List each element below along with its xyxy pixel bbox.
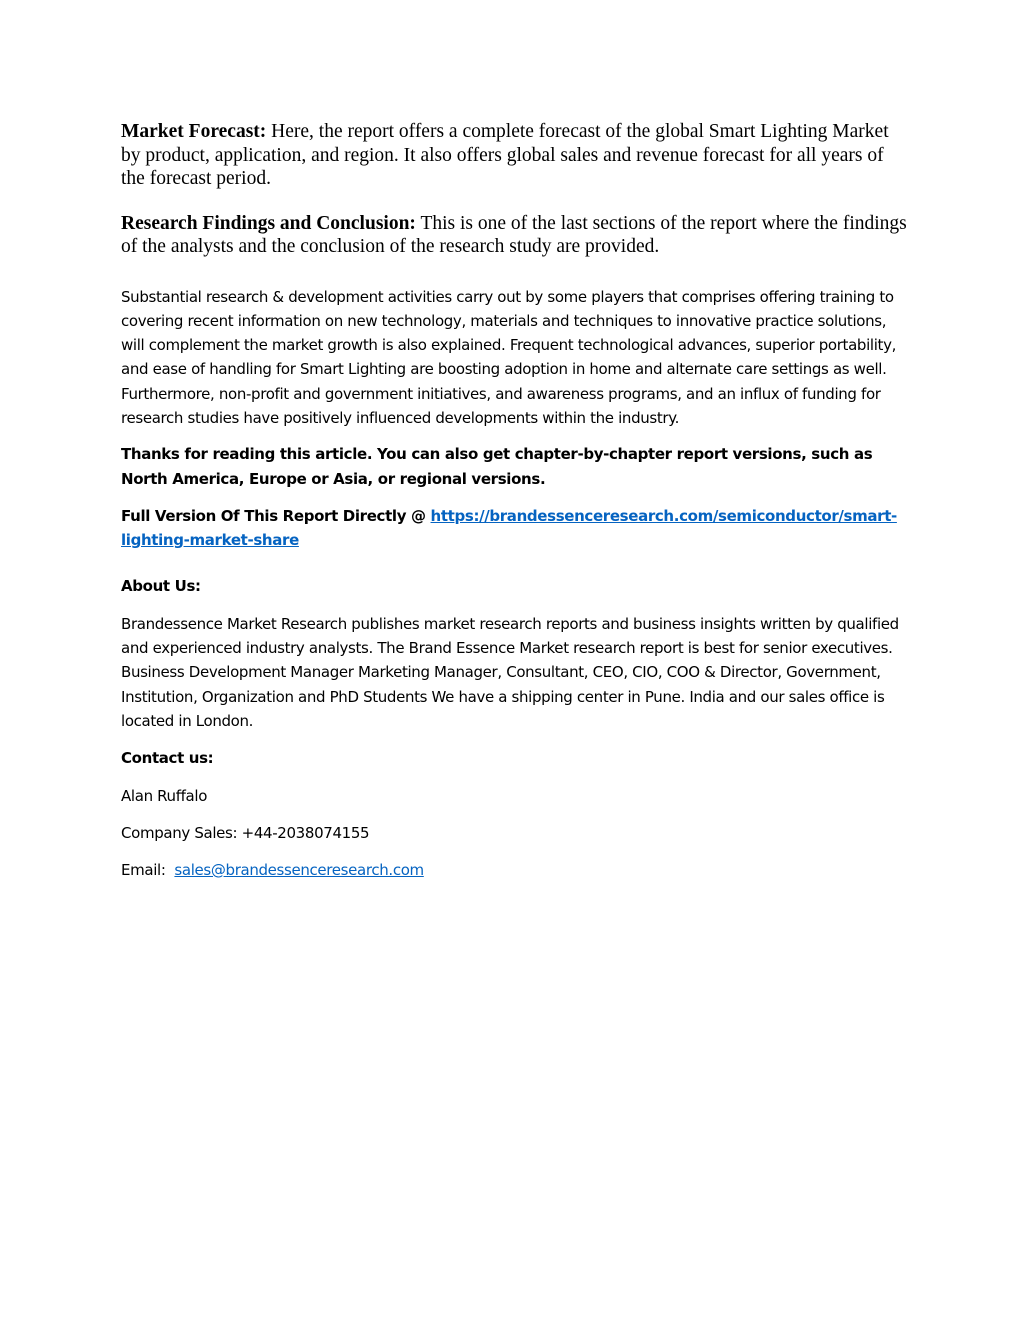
about-heading: About Us: bbox=[121, 577, 201, 596]
market-forecast-text: Here, the report offers a complete forecast of the global Smart Lighting Market by product, application, and region. It also offers global sales and revenue forecast for all years of the forecast period. bbox=[121, 121, 889, 189]
substantial-paragraph: Substantial research & development activities carry out by some players that comprises offering training to covering recent information on new technology, materials and techniques to innovative practice solutions, will complement the market growth is also explained. Frequent technological advances, superior portability, and ease of handling for Smart Lighting are boosting adoption in home and alternate care settings as well. Furthermore, non-profit and government initiatives, and awareness programs, and an influx of funding for research studies have positively influenced developments within the industry. bbox=[121, 287, 897, 427]
about-paragraph: Brandessence Market Research publishes market research reports and business insights written by qualified and experienced industry analysts. The Brand Essence Market research report is best for senior executives. Business Development Manager Marketing Manager, Consultant, CEO, CIO, COO & Director, Government, Institution, Organization and PhD Students We have a shipping center in Pune. India and our sales office is located in London. bbox=[121, 614, 899, 730]
research-findings-heading: Research Findings and Conclusion: bbox=[121, 212, 416, 234]
contact-name: Alan Ruffalo bbox=[121, 786, 208, 805]
research-findings-text: This is one of the last sections of the report where the findings of the analysts and the conclusion of the research study are provided. bbox=[121, 212, 907, 257]
document-page bbox=[121, 120, 911, 882]
full-version-label: Full Version Of This Report Directly @ bbox=[121, 506, 431, 525]
market-forecast-heading: Market Forecast: bbox=[121, 121, 267, 142]
email-label: Email: bbox=[121, 861, 175, 880]
thanks-paragraph: Thanks for reading this article. You can also get chapter-by-chapter report versions, such as North America, Europe or Asia, or regional versions. bbox=[121, 445, 873, 488]
company-sales: Company Sales: +44-2038074155 bbox=[121, 823, 370, 842]
market-forecast-paragraph bbox=[121, 120, 911, 191]
email-link[interactable]: sales@brandessenceresearch.com bbox=[174, 861, 424, 880]
email-line bbox=[121, 858, 911, 882]
contact-heading: Contact us: bbox=[121, 749, 214, 768]
full-version-link[interactable]: https://brandessenceresearch.com/semiconductor/smart-lighting-market-share bbox=[121, 506, 897, 550]
full-version-paragraph bbox=[121, 504, 911, 553]
research-findings-paragraph bbox=[121, 212, 911, 259]
